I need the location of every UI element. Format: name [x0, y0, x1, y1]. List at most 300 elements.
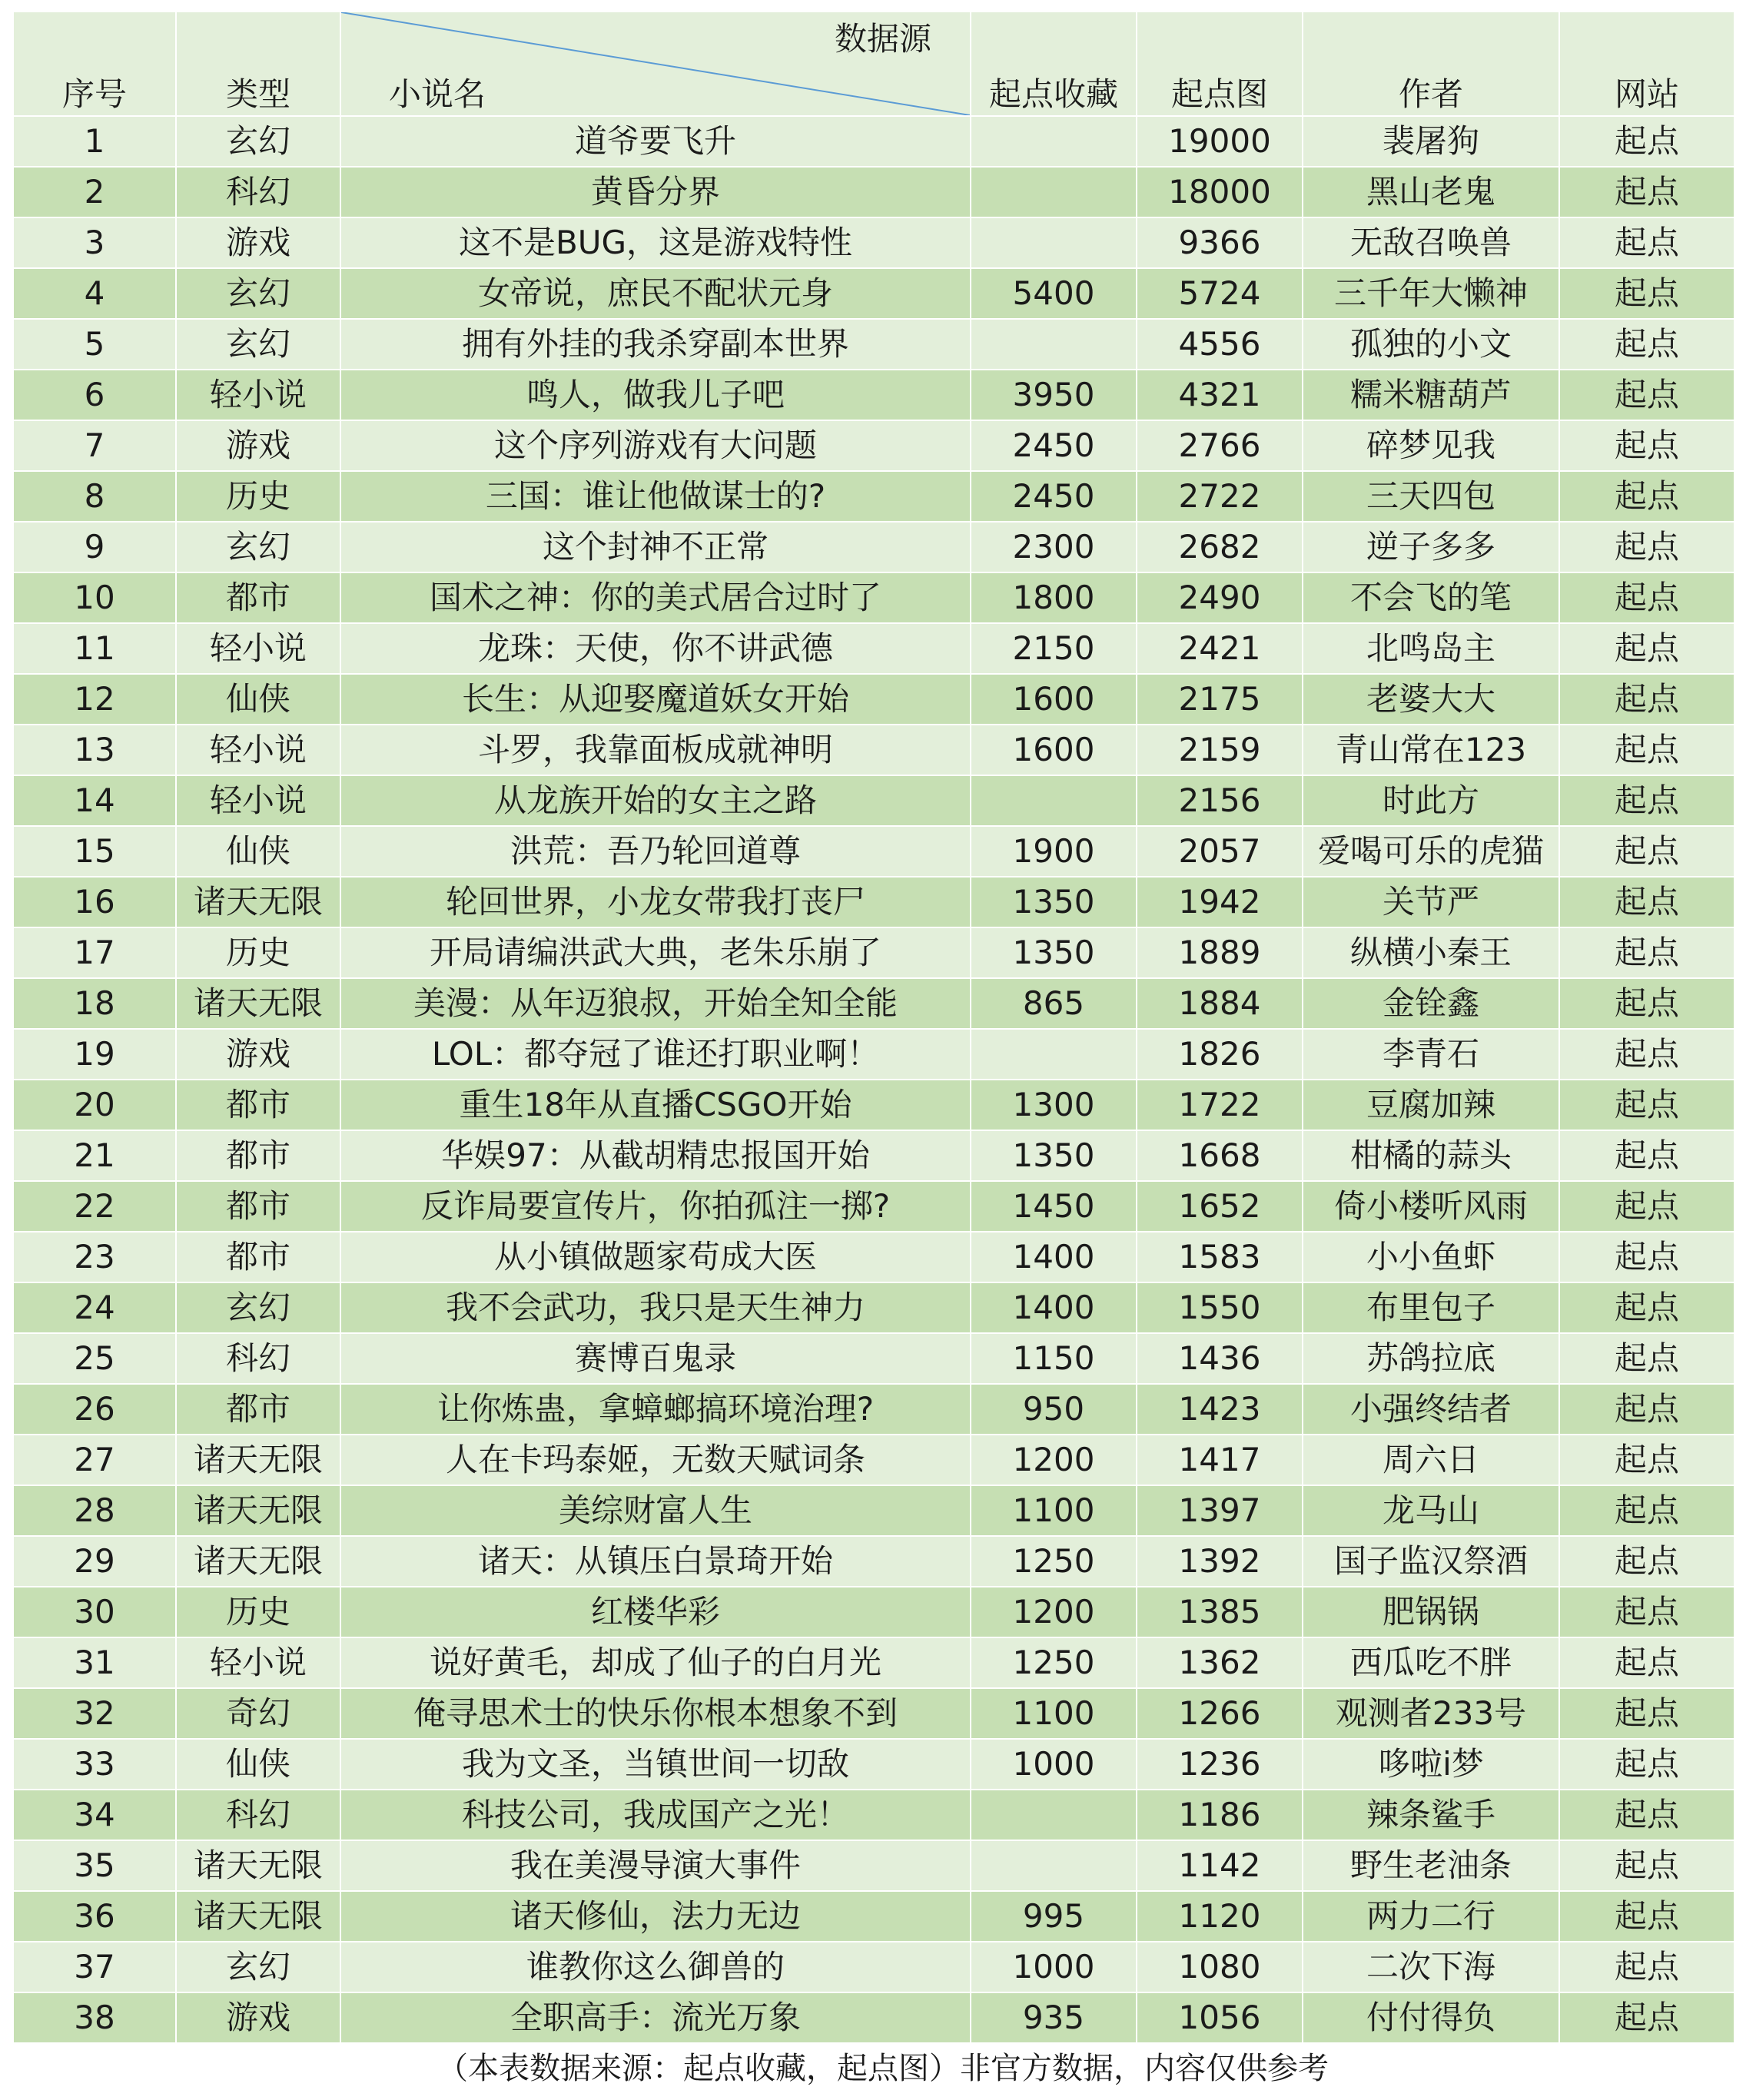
cell-qidian-favorites: 1200 — [971, 1435, 1137, 1485]
cell-novel-title: 女帝说，庶民不配状元身 — [340, 268, 971, 319]
cell-author: 豆腐加辣 — [1303, 1080, 1559, 1130]
table-row — [13, 725, 1734, 775]
cell-novel-title: 赛博百鬼录 — [340, 1333, 971, 1384]
footer-row — [13, 2043, 1734, 2092]
cell-novel-title: 开局请编洪武大典，老朱乐崩了 — [340, 927, 971, 978]
cell-website: 起点 — [1559, 1080, 1734, 1130]
cell-qidian-chart: 1417 — [1137, 1435, 1303, 1485]
cell-index: 9 — [13, 522, 176, 572]
cell-website: 起点 — [1559, 1181, 1734, 1232]
cell-qidian-chart: 1385 — [1137, 1587, 1303, 1637]
cell-website: 起点 — [1559, 1130, 1734, 1181]
cell-qidian-favorites: 950 — [971, 1384, 1137, 1435]
cell-index: 30 — [13, 1587, 176, 1637]
cell-qidian-favorites: 1350 — [971, 927, 1137, 978]
cell-qidian-chart: 2175 — [1137, 674, 1303, 725]
cell-website: 起点 — [1559, 319, 1734, 370]
cell-author: 辣条鲨手 — [1303, 1790, 1559, 1840]
cell-author: 三天四包 — [1303, 471, 1559, 522]
cell-index: 24 — [13, 1282, 176, 1333]
cell-author: 国子监汉祭酒 — [1303, 1536, 1559, 1587]
header-author: 作者 — [1303, 12, 1559, 116]
cell-novel-title: 拥有外挂的我杀穿副本世界 — [340, 319, 971, 370]
cell-index: 3 — [13, 217, 176, 268]
ranking-table-container — [12, 11, 1734, 2092]
footer-note: （本表数据来源：起点收藏，起点图）非官方数据，内容仅供参考 — [13, 2043, 1734, 2092]
cell-index: 33 — [13, 1739, 176, 1790]
table-row — [13, 674, 1734, 725]
cell-qidian-favorites — [971, 319, 1137, 370]
table-row — [13, 1536, 1734, 1587]
cell-author: 爱喝可乐的虎猫 — [1303, 826, 1559, 877]
cell-index: 11 — [13, 623, 176, 674]
cell-author: 逆子多多 — [1303, 522, 1559, 572]
cell-index: 5 — [13, 319, 176, 370]
cell-novel-title: 俺寻思术士的快乐你根本想象不到 — [340, 1688, 971, 1739]
cell-genre: 诸天无限 — [176, 1485, 340, 1536]
header-chart: 起点图 — [1137, 12, 1303, 116]
cell-index: 8 — [13, 471, 176, 522]
cell-genre: 诸天无限 — [176, 1435, 340, 1485]
cell-genre: 诸天无限 — [176, 1840, 340, 1891]
cell-website: 起点 — [1559, 217, 1734, 268]
cell-qidian-chart: 1423 — [1137, 1384, 1303, 1435]
cell-author: 倚小楼听风雨 — [1303, 1181, 1559, 1232]
cell-novel-title: 这不是BUG，这是游戏特性 — [340, 217, 971, 268]
cell-index: 21 — [13, 1130, 176, 1181]
cell-qidian-chart: 1668 — [1137, 1130, 1303, 1181]
table-row — [13, 1130, 1734, 1181]
cell-qidian-chart: 4321 — [1137, 370, 1303, 420]
table-row — [13, 1282, 1734, 1333]
cell-qidian-favorites: 1200 — [971, 1587, 1137, 1637]
cell-index: 19 — [13, 1029, 176, 1080]
cell-novel-title: 华娱97：从截胡精忠报国开始 — [340, 1130, 971, 1181]
cell-genre: 仙侠 — [176, 1739, 340, 1790]
cell-author: 小小鱼虾 — [1303, 1232, 1559, 1282]
table-row — [13, 1181, 1734, 1232]
cell-qidian-favorites: 5400 — [971, 268, 1137, 319]
cell-index: 28 — [13, 1485, 176, 1536]
cell-qidian-favorites: 1350 — [971, 877, 1137, 927]
cell-novel-title: 红楼华彩 — [340, 1587, 971, 1637]
cell-author: 西瓜吃不胖 — [1303, 1637, 1559, 1688]
cell-website: 起点 — [1559, 116, 1734, 167]
table-body — [13, 116, 1734, 2043]
cell-index: 26 — [13, 1384, 176, 1435]
cell-novel-title: 说好黄毛，却成了仙子的白月光 — [340, 1637, 971, 1688]
cell-index: 29 — [13, 1536, 176, 1587]
cell-novel-title: 我在美漫导演大事件 — [340, 1840, 971, 1891]
cell-qidian-chart: 2057 — [1137, 826, 1303, 877]
cell-novel-title: 人在卡玛泰姬，无数天赋词条 — [340, 1435, 971, 1485]
cell-qidian-chart: 18000 — [1137, 167, 1303, 217]
table-row — [13, 1942, 1734, 1992]
cell-qidian-favorites: 1250 — [971, 1637, 1137, 1688]
cell-qidian-favorites: 2450 — [971, 420, 1137, 471]
cell-genre: 诸天无限 — [176, 978, 340, 1029]
cell-qidian-favorites: 865 — [971, 978, 1137, 1029]
cell-website: 起点 — [1559, 420, 1734, 471]
cell-qidian-chart: 2722 — [1137, 471, 1303, 522]
cell-index: 16 — [13, 877, 176, 927]
cell-author: 小强终结者 — [1303, 1384, 1559, 1435]
cell-qidian-favorites: 1450 — [971, 1181, 1137, 1232]
cell-website: 起点 — [1559, 826, 1734, 877]
cell-index: 2 — [13, 167, 176, 217]
cell-novel-title: 龙珠：天使，你不讲武德 — [340, 623, 971, 674]
cell-qidian-chart: 2421 — [1137, 623, 1303, 674]
table-row — [13, 572, 1734, 623]
header-type: 类型 — [176, 12, 340, 116]
table-row — [13, 1992, 1734, 2043]
table-row — [13, 1840, 1734, 1891]
cell-qidian-chart: 1436 — [1137, 1333, 1303, 1384]
cell-novel-title: 轮回世界，小龙女带我打丧尸 — [340, 877, 971, 927]
header-site: 网站 — [1559, 12, 1734, 116]
cell-novel-title: 美综财富人生 — [340, 1485, 971, 1536]
cell-author: 周六日 — [1303, 1435, 1559, 1485]
cell-qidian-chart: 1120 — [1137, 1891, 1303, 1942]
cell-genre: 玄幻 — [176, 1942, 340, 1992]
cell-author: 二次下海 — [1303, 1942, 1559, 1992]
cell-qidian-chart: 1392 — [1137, 1536, 1303, 1587]
cell-genre: 科幻 — [176, 167, 340, 217]
header-source: 数据源 — [834, 20, 931, 58]
cell-genre: 轻小说 — [176, 725, 340, 775]
cell-qidian-favorites: 1400 — [971, 1232, 1137, 1282]
cell-novel-title: 这个封神不正常 — [340, 522, 971, 572]
cell-website: 起点 — [1559, 1840, 1734, 1891]
cell-qidian-favorites: 995 — [971, 1891, 1137, 1942]
cell-website: 起点 — [1559, 1333, 1734, 1384]
cell-index: 27 — [13, 1435, 176, 1485]
cell-novel-title: 斗罗，我靠面板成就神明 — [340, 725, 971, 775]
cell-author: 野生老油条 — [1303, 1840, 1559, 1891]
cell-qidian-favorites — [971, 775, 1137, 826]
cell-author: 金铨鑫 — [1303, 978, 1559, 1029]
cell-website: 起点 — [1559, 1536, 1734, 1587]
cell-website: 起点 — [1559, 1232, 1734, 1282]
cell-index: 7 — [13, 420, 176, 471]
cell-novel-title: 从龙族开始的女主之路 — [340, 775, 971, 826]
cell-website: 起点 — [1559, 471, 1734, 522]
table-row — [13, 1891, 1734, 1942]
cell-genre: 历史 — [176, 471, 340, 522]
cell-qidian-chart: 1889 — [1137, 927, 1303, 978]
table-row — [13, 1790, 1734, 1840]
cell-genre: 玄幻 — [176, 116, 340, 167]
cell-website: 起点 — [1559, 1282, 1734, 1333]
cell-genre: 玄幻 — [176, 268, 340, 319]
cell-qidian-favorites: 1800 — [971, 572, 1137, 623]
cell-genre: 玄幻 — [176, 522, 340, 572]
cell-website: 起点 — [1559, 1942, 1734, 1992]
cell-qidian-chart: 1826 — [1137, 1029, 1303, 1080]
cell-index: 18 — [13, 978, 176, 1029]
cell-index: 17 — [13, 927, 176, 978]
cell-author: 三千年大懒神 — [1303, 268, 1559, 319]
cell-novel-title: 从小镇做题家苟成大医 — [340, 1232, 971, 1282]
cell-novel-title: 国术之神：你的美式居合过时了 — [340, 572, 971, 623]
cell-qidian-chart: 5724 — [1137, 268, 1303, 319]
cell-novel-title: 反诈局要宣传片，你拍孤注一掷? — [340, 1181, 971, 1232]
cell-qidian-favorites: 1300 — [971, 1080, 1137, 1130]
cell-qidian-favorites — [971, 1029, 1137, 1080]
table-row — [13, 775, 1734, 826]
cell-qidian-favorites: 1000 — [971, 1739, 1137, 1790]
cell-genre: 轻小说 — [176, 775, 340, 826]
cell-author: 龙马山 — [1303, 1485, 1559, 1536]
cell-author: 哆啦i梦 — [1303, 1739, 1559, 1790]
table-row — [13, 1080, 1734, 1130]
cell-qidian-chart: 2159 — [1137, 725, 1303, 775]
cell-author: 老婆大大 — [1303, 674, 1559, 725]
cell-index: 12 — [13, 674, 176, 725]
table-row — [13, 116, 1734, 167]
cell-qidian-chart: 1397 — [1137, 1485, 1303, 1536]
table-row — [13, 877, 1734, 927]
cell-website: 起点 — [1559, 572, 1734, 623]
table-row — [13, 167, 1734, 217]
cell-author: 两力二行 — [1303, 1891, 1559, 1942]
table-row — [13, 1029, 1734, 1080]
cell-author: 黑山老鬼 — [1303, 167, 1559, 217]
cell-novel-title: 这个序列游戏有大问题 — [340, 420, 971, 471]
cell-qidian-chart: 2766 — [1137, 420, 1303, 471]
cell-index: 32 — [13, 1688, 176, 1739]
cell-qidian-chart: 9366 — [1137, 217, 1303, 268]
cell-index: 4 — [13, 268, 176, 319]
cell-novel-title: 全职高手：流光万象 — [340, 1992, 971, 2043]
cell-website: 起点 — [1559, 1435, 1734, 1485]
cell-author: 不会飞的笔 — [1303, 572, 1559, 623]
cell-qidian-chart: 2156 — [1137, 775, 1303, 826]
cell-genre: 都市 — [176, 1232, 340, 1282]
cell-genre: 轻小说 — [176, 1637, 340, 1688]
cell-website: 起点 — [1559, 1739, 1734, 1790]
cell-novel-title: 重生18年从直播CSGO开始 — [340, 1080, 971, 1130]
table-row — [13, 978, 1734, 1029]
cell-index: 1 — [13, 116, 176, 167]
cell-qidian-chart: 1884 — [1137, 978, 1303, 1029]
cell-author: 青山常在123 — [1303, 725, 1559, 775]
cell-qidian-chart: 1056 — [1137, 1992, 1303, 2043]
cell-author: 时此方 — [1303, 775, 1559, 826]
cell-website: 起点 — [1559, 1992, 1734, 2043]
table-row — [13, 522, 1734, 572]
cell-qidian-chart: 4556 — [1137, 319, 1303, 370]
cell-author: 碎梦见我 — [1303, 420, 1559, 471]
cell-qidian-chart: 1266 — [1137, 1688, 1303, 1739]
cell-author: 纵横小秦王 — [1303, 927, 1559, 978]
cell-novel-title: 我为文圣，当镇世间一切敌 — [340, 1739, 971, 1790]
cell-qidian-favorites: 3950 — [971, 370, 1137, 420]
cell-novel-title: 让你炼蛊，拿蟑螂搞环境治理? — [340, 1384, 971, 1435]
cell-website: 起点 — [1559, 370, 1734, 420]
table-row — [13, 1485, 1734, 1536]
cell-novel-title: 诸天：从镇压白景琦开始 — [340, 1536, 971, 1587]
cell-qidian-chart: 19000 — [1137, 116, 1303, 167]
cell-website: 起点 — [1559, 1637, 1734, 1688]
table-row — [13, 217, 1734, 268]
cell-qidian-favorites: 1600 — [971, 725, 1137, 775]
cell-genre: 都市 — [176, 572, 340, 623]
cell-index: 10 — [13, 572, 176, 623]
cell-genre: 仙侠 — [176, 826, 340, 877]
table-row — [13, 1435, 1734, 1485]
cell-genre: 游戏 — [176, 420, 340, 471]
cell-genre: 都市 — [176, 1384, 340, 1435]
cell-qidian-chart: 1583 — [1137, 1232, 1303, 1282]
cell-qidian-favorites — [971, 167, 1137, 217]
cell-website: 起点 — [1559, 522, 1734, 572]
table-row — [13, 623, 1734, 674]
table-row — [13, 1232, 1734, 1282]
cell-qidian-chart: 1942 — [1137, 877, 1303, 927]
cell-novel-title: 长生：从迎娶魔道妖女开始 — [340, 674, 971, 725]
cell-qidian-favorites — [971, 1790, 1137, 1840]
table-row — [13, 1637, 1734, 1688]
table-row — [13, 1333, 1734, 1384]
cell-genre: 诸天无限 — [176, 877, 340, 927]
cell-author: 付付得负 — [1303, 1992, 1559, 2043]
cell-qidian-favorites — [971, 116, 1137, 167]
cell-genre: 奇幻 — [176, 1688, 340, 1739]
cell-index: 34 — [13, 1790, 176, 1840]
cell-author: 孤独的小文 — [1303, 319, 1559, 370]
cell-index: 13 — [13, 725, 176, 775]
cell-index: 36 — [13, 1891, 176, 1942]
cell-author: 北鸣岛主 — [1303, 623, 1559, 674]
cell-genre: 都市 — [176, 1181, 340, 1232]
cell-qidian-chart: 1080 — [1137, 1942, 1303, 1992]
table-row — [13, 1688, 1734, 1739]
cell-index: 38 — [13, 1992, 176, 2043]
cell-genre: 玄幻 — [176, 319, 340, 370]
table-row — [13, 1384, 1734, 1435]
cell-genre: 玄幻 — [176, 1282, 340, 1333]
header-favorites: 起点收藏 — [971, 12, 1137, 116]
cell-novel-title: 谁教你这么御兽的 — [340, 1942, 971, 1992]
table-row — [13, 1587, 1734, 1637]
cell-genre: 科幻 — [176, 1333, 340, 1384]
cell-website: 起点 — [1559, 1790, 1734, 1840]
cell-qidian-chart: 1652 — [1137, 1181, 1303, 1232]
cell-genre: 游戏 — [176, 217, 340, 268]
cell-genre: 轻小说 — [176, 623, 340, 674]
cell-qidian-favorites: 1150 — [971, 1333, 1137, 1384]
cell-qidian-chart: 1550 — [1137, 1282, 1303, 1333]
cell-novel-title: 诸天修仙，法力无边 — [340, 1891, 971, 1942]
cell-author: 观测者233号 — [1303, 1688, 1559, 1739]
cell-qidian-favorites — [971, 1840, 1137, 1891]
cell-genre: 轻小说 — [176, 370, 340, 420]
cell-website: 起点 — [1559, 1587, 1734, 1637]
cell-index: 14 — [13, 775, 176, 826]
cell-website: 起点 — [1559, 877, 1734, 927]
cell-qidian-favorites: 1350 — [971, 1130, 1137, 1181]
cell-novel-title: 鸣人，做我儿子吧 — [340, 370, 971, 420]
cell-website: 起点 — [1559, 1891, 1734, 1942]
cell-author: 裴屠狗 — [1303, 116, 1559, 167]
cell-website: 起点 — [1559, 1688, 1734, 1739]
table-row — [13, 471, 1734, 522]
table-row — [13, 319, 1734, 370]
table-row — [13, 826, 1734, 877]
cell-website: 起点 — [1559, 674, 1734, 725]
header-idx: 序号 — [13, 12, 176, 116]
cell-genre: 都市 — [176, 1080, 340, 1130]
cell-qidian-chart: 1142 — [1137, 1840, 1303, 1891]
table-row — [13, 1739, 1734, 1790]
cell-qidian-chart: 1236 — [1137, 1739, 1303, 1790]
cell-genre: 游戏 — [176, 1992, 340, 2043]
cell-novel-title: 洪荒：吾乃轮回道尊 — [340, 826, 971, 877]
cell-genre: 游戏 — [176, 1029, 340, 1080]
cell-novel-title: 我不会武功，我只是天生神力 — [340, 1282, 971, 1333]
cell-website: 起点 — [1559, 927, 1734, 978]
cell-qidian-chart: 2682 — [1137, 522, 1303, 572]
cell-qidian-favorites: 2300 — [971, 522, 1137, 572]
cell-qidian-favorites: 935 — [971, 1992, 1137, 2043]
cell-website: 起点 — [1559, 978, 1734, 1029]
table-row — [13, 420, 1734, 471]
cell-website: 起点 — [1559, 167, 1734, 217]
cell-website: 起点 — [1559, 1029, 1734, 1080]
cell-novel-title: 美漫：从年迈狼叔，开始全知全能 — [340, 978, 971, 1029]
cell-genre: 历史 — [176, 1587, 340, 1637]
header-row — [13, 12, 1734, 116]
table-row — [13, 927, 1734, 978]
cell-index: 23 — [13, 1232, 176, 1282]
cell-author: 柑橘的蒜头 — [1303, 1130, 1559, 1181]
table-row — [13, 370, 1734, 420]
cell-qidian-favorites: 2150 — [971, 623, 1137, 674]
cell-genre: 历史 — [176, 927, 340, 978]
cell-novel-title: 黄昏分界 — [340, 167, 971, 217]
cell-novel-title: 道爷要飞升 — [340, 116, 971, 167]
cell-index: 6 — [13, 370, 176, 420]
cell-qidian-favorites: 1400 — [971, 1282, 1137, 1333]
cell-index: 22 — [13, 1181, 176, 1232]
cell-index: 37 — [13, 1942, 176, 1992]
cell-qidian-favorites: 1600 — [971, 674, 1137, 725]
cell-website: 起点 — [1559, 1384, 1734, 1435]
cell-genre: 仙侠 — [176, 674, 340, 725]
cell-author: 李青石 — [1303, 1029, 1559, 1080]
cell-qidian-chart: 1722 — [1137, 1080, 1303, 1130]
cell-author: 关节严 — [1303, 877, 1559, 927]
cell-website: 起点 — [1559, 268, 1734, 319]
cell-website: 起点 — [1559, 725, 1734, 775]
ranking-table — [12, 11, 1735, 2092]
cell-genre: 科幻 — [176, 1790, 340, 1840]
cell-genre: 诸天无限 — [176, 1891, 340, 1942]
cell-qidian-favorites — [971, 217, 1137, 268]
header-title-source — [340, 12, 971, 116]
cell-qidian-chart: 1186 — [1137, 1790, 1303, 1840]
cell-novel-title: 科技公司，我成国产之光！ — [340, 1790, 971, 1840]
cell-genre: 都市 — [176, 1130, 340, 1181]
cell-author: 布里包子 — [1303, 1282, 1559, 1333]
cell-index: 15 — [13, 826, 176, 877]
cell-qidian-favorites: 2450 — [971, 471, 1137, 522]
cell-author: 肥锅锅 — [1303, 1587, 1559, 1637]
cell-qidian-favorites: 1250 — [971, 1536, 1137, 1587]
cell-website: 起点 — [1559, 775, 1734, 826]
cell-qidian-chart: 1362 — [1137, 1637, 1303, 1688]
